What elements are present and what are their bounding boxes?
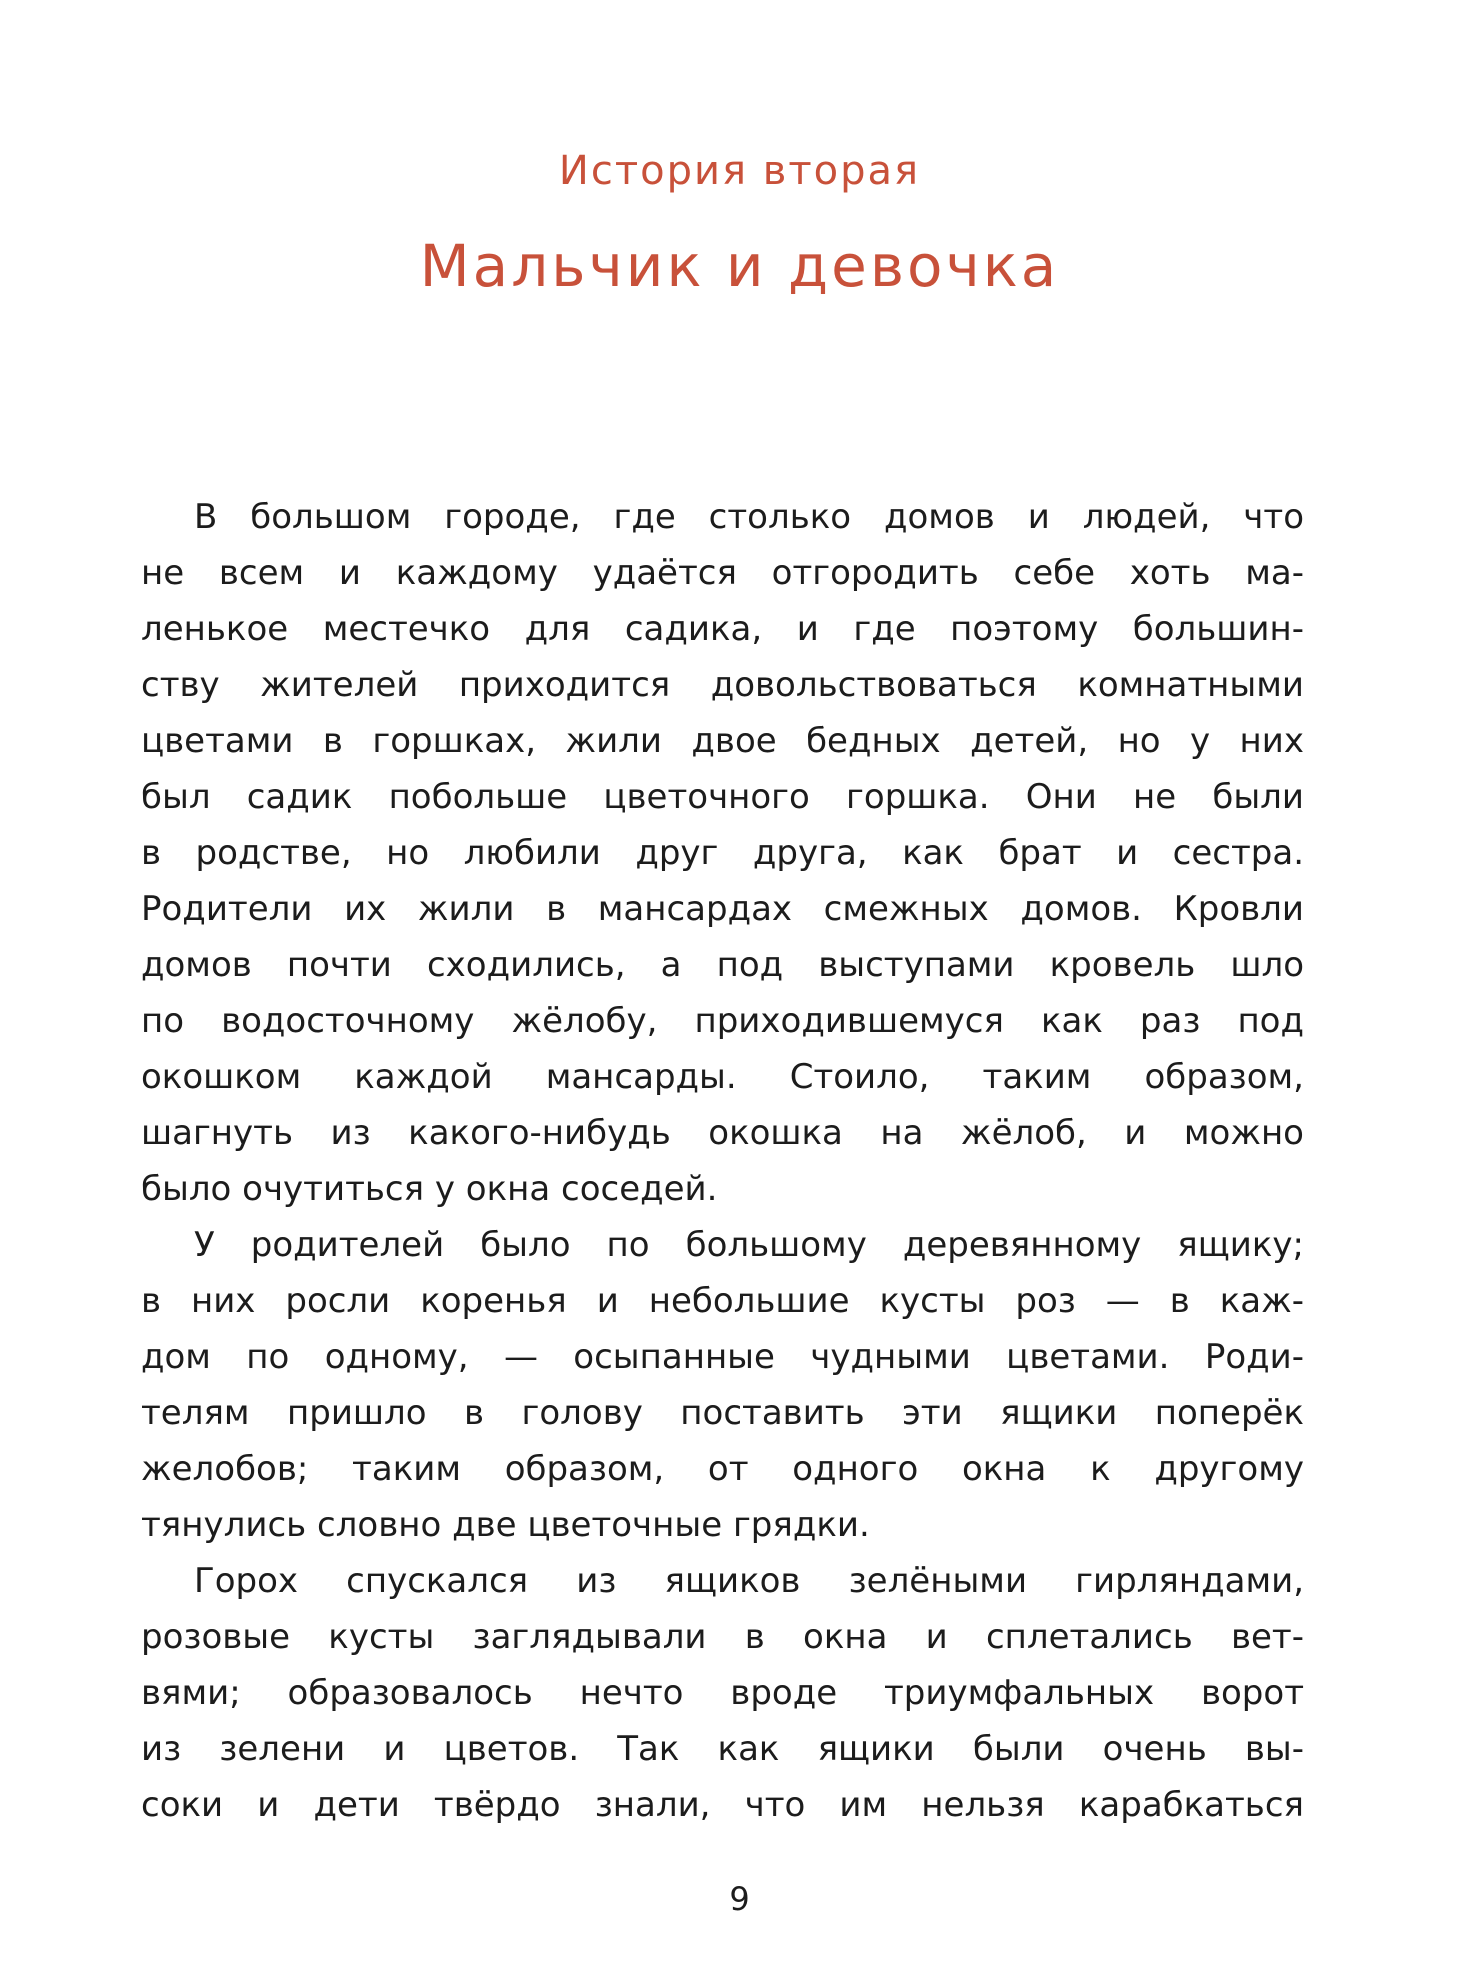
text-line: было очутиться у окна соседей.	[141, 1169, 718, 1209]
text-line: соки и дети твёрдо знали, что им нельзя карабкаться	[141, 1785, 1304, 1825]
text-line: Горох спускался из ящиков зелёными гирляндами,	[194, 1561, 1304, 1601]
page-number: 9	[729, 1880, 750, 1918]
text-line: телям пришло в голову поставить эти ящики поперёк	[141, 1393, 1304, 1433]
paragraph-1	[141, 489, 1304, 1217]
text-line: вями; образовалось нечто вроде триумфальных ворот	[141, 1673, 1304, 1713]
text-line: тянулись словно две цветочные грядки.	[141, 1505, 870, 1545]
text-line: из зелени и цветов. Так как ящики были очень вы-	[141, 1729, 1304, 1769]
text-line: домов почти сходились, а под выступами кровель шло	[141, 945, 1304, 985]
text-line: ству жителей приходится довольствоваться комнатными	[141, 665, 1304, 705]
text-line: шагнуть из какого-нибудь окошка на жёлоб, и можно	[141, 1113, 1304, 1153]
text-line: в родстве, но любили друг друга, как брат и сестра.	[141, 833, 1304, 873]
text-line: желобов; таким образом, от одного окна к другому	[141, 1449, 1304, 1489]
text-line: был садик побольше цветочного горшка. Они не были	[141, 777, 1304, 817]
text-line: окошком каждой мансарды. Стоило, таким образом,	[141, 1057, 1304, 1097]
text-line: по водосточному жёлобу, приходившемуся как раз под	[141, 1001, 1304, 1041]
chapter-title: Мальчик и девочка	[419, 232, 1060, 300]
text-line: У родителей было по большому деревянному ящику;	[194, 1225, 1304, 1265]
paragraph-3	[141, 1553, 1304, 1833]
text-line: в них росли коренья и небольшие кусты роз — в каж-	[141, 1281, 1304, 1321]
text-line: Родители их жили в мансардах смежных домов. Кровли	[141, 889, 1304, 929]
text-line: дом по одному, — осыпанные чудными цветами. Роди-	[141, 1337, 1304, 1377]
text-line: цветами в горшках, жили двое бедных детей, но у них	[141, 721, 1304, 761]
text-line: ленькое местечко для садика, и где поэтому большин-	[141, 609, 1304, 649]
chapter-label: История вторая	[558, 148, 921, 194]
paragraph-2	[141, 1217, 1304, 1553]
text-line: розовые кусты заглядывали в окна и сплетались вет-	[141, 1617, 1304, 1657]
text-line: не всем и каждому удаётся отгородить себе хоть ма-	[141, 553, 1304, 593]
body-text	[141, 489, 1304, 1833]
text-line: В большом городе, где столько домов и людей, что	[194, 497, 1304, 537]
